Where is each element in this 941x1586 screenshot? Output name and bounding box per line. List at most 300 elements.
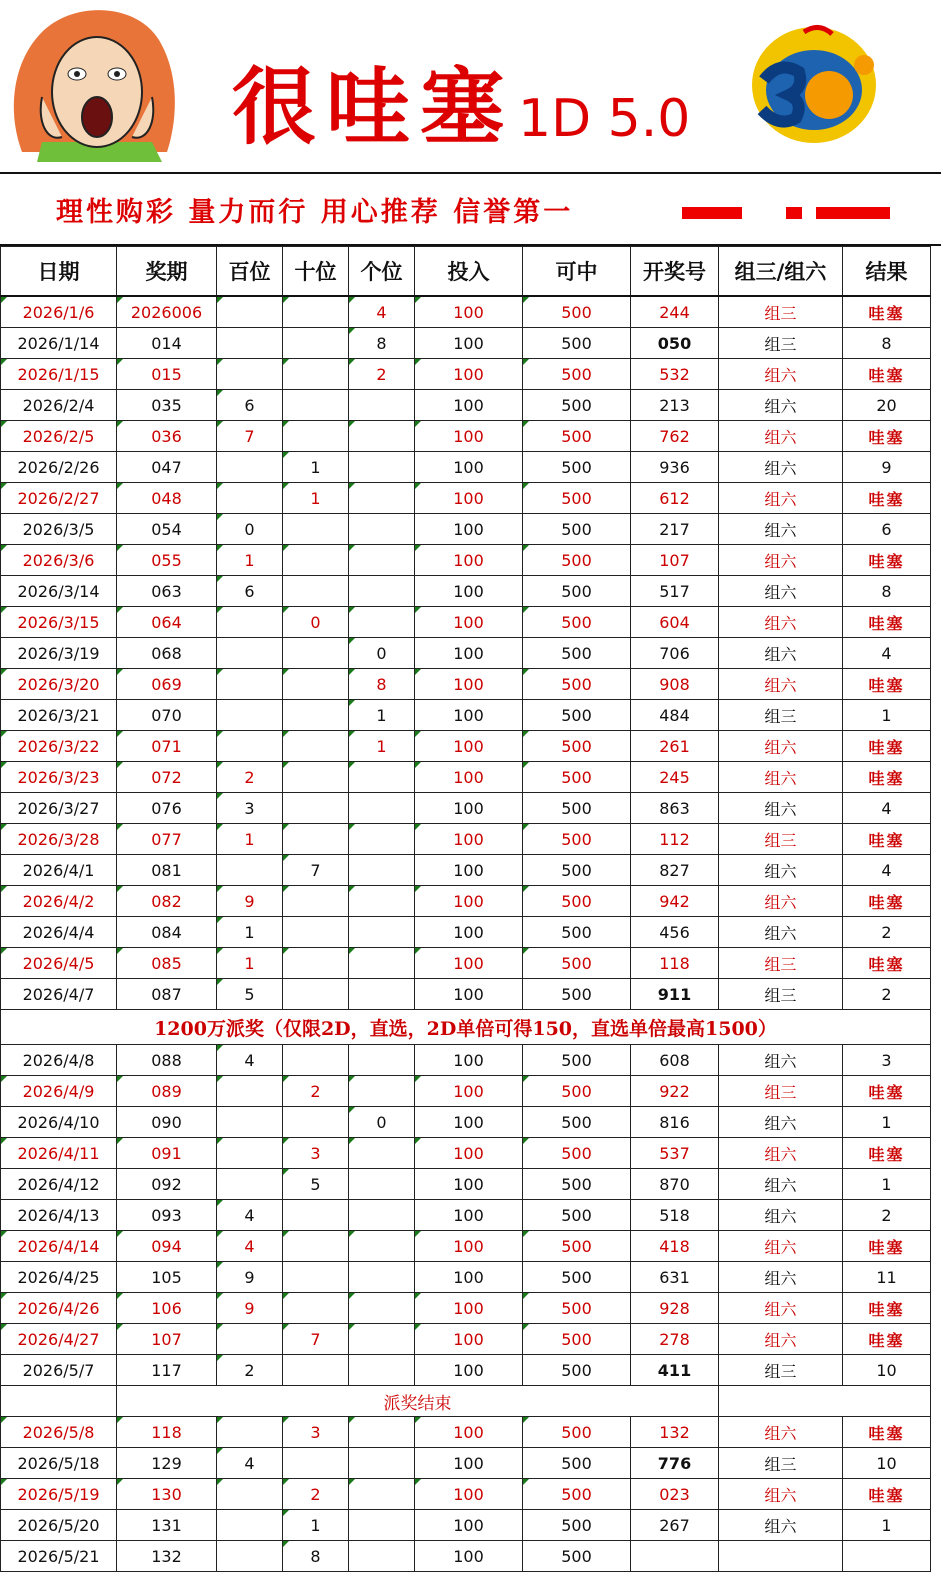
table-row xyxy=(1,1479,931,1510)
cell-kezhong: 500 xyxy=(523,607,631,638)
cell-kaijiang: 518 xyxy=(631,1200,719,1231)
cell-ge: 1 xyxy=(349,700,415,731)
cell-touru: 100 xyxy=(415,793,523,824)
cell-group: 组六 xyxy=(719,1262,843,1293)
cell-shi xyxy=(283,886,349,917)
cell-shi xyxy=(283,793,349,824)
cell-kezhong: 500 xyxy=(523,1107,631,1138)
table-row xyxy=(1,1324,931,1355)
cell-date: 2026/3/23 xyxy=(1,762,117,793)
cell-bai: 4 xyxy=(217,1045,283,1076)
cell-touru: 100 xyxy=(415,762,523,793)
cell-result: 10 xyxy=(843,1448,931,1479)
cell-group: 组六 xyxy=(719,731,843,762)
cell-shi xyxy=(283,576,349,607)
cell-ge: 0 xyxy=(349,638,415,669)
page-title xyxy=(232,40,691,156)
cell-ge xyxy=(349,1510,415,1541)
cell-touru: 100 xyxy=(415,607,523,638)
cell-bai: 9 xyxy=(217,1262,283,1293)
cell-result: 4 xyxy=(843,793,931,824)
cell-bai xyxy=(217,1076,283,1107)
cell-kezhong: 500 xyxy=(523,700,631,731)
cell-shi xyxy=(283,1293,349,1324)
cell-bai: 1 xyxy=(217,545,283,576)
cell-bai xyxy=(217,638,283,669)
table-row xyxy=(1,855,931,886)
cell-touru: 100 xyxy=(415,545,523,576)
group-header: 组三/组六 xyxy=(719,247,843,297)
cell-kaijiang: 456 xyxy=(631,917,719,948)
cell-touru: 100 xyxy=(415,1045,523,1076)
cell-date: 2026/3/28 xyxy=(1,824,117,855)
cell-result: 哇塞 xyxy=(843,1231,931,1262)
cell-date: 2026/3/19 xyxy=(1,638,117,669)
cell-touru: 100 xyxy=(415,886,523,917)
cell-shi xyxy=(283,1045,349,1076)
cell-shi xyxy=(283,700,349,731)
cell-kaijiang: 418 xyxy=(631,1231,719,1262)
cell-result: 哇塞 xyxy=(843,1324,931,1355)
cell-kaijiang: 816 xyxy=(631,1107,719,1138)
table-row xyxy=(1,1541,931,1572)
cell-touru: 100 xyxy=(415,1262,523,1293)
table-row xyxy=(1,638,931,669)
cell-bai xyxy=(217,359,283,390)
cell-issue: 036 xyxy=(117,421,217,452)
cell-bai: 4 xyxy=(217,1448,283,1479)
cell-result: 11 xyxy=(843,1262,931,1293)
cell-group: 组六 xyxy=(719,1417,843,1448)
cell-result: 哇塞 xyxy=(843,948,931,979)
cell-issue: 035 xyxy=(117,390,217,421)
cell-shi xyxy=(283,979,349,1010)
cell-bai: 6 xyxy=(217,390,283,421)
cell-shi: 1 xyxy=(283,483,349,514)
cell-issue: 015 xyxy=(117,359,217,390)
cell-date: 2026/5/8 xyxy=(1,1417,117,1448)
cell-result: 10 xyxy=(843,1355,931,1386)
table-row xyxy=(1,1355,931,1386)
cell-date: 2026/4/9 xyxy=(1,1076,117,1107)
cell-group: 组六 xyxy=(719,1293,843,1324)
cell-ge: 8 xyxy=(349,328,415,359)
result-header: 结果 xyxy=(843,247,931,297)
cell-group: 组三 xyxy=(719,328,843,359)
cell-kaijiang: 537 xyxy=(631,1138,719,1169)
cell-touru: 100 xyxy=(415,1200,523,1231)
cell-group: 组六 xyxy=(719,762,843,793)
cell-touru: 100 xyxy=(415,576,523,607)
table-row xyxy=(1,1417,931,1448)
cell-kezhong: 500 xyxy=(523,1510,631,1541)
cell-date: 2026/4/14 xyxy=(1,1231,117,1262)
cell-kaijiang: 278 xyxy=(631,1324,719,1355)
cell-issue: 087 xyxy=(117,979,217,1010)
cell-kezhong: 500 xyxy=(523,1138,631,1169)
cell-group: 组三 xyxy=(719,824,843,855)
cell-bai xyxy=(217,1510,283,1541)
table-row xyxy=(1,328,931,359)
cell-bai xyxy=(217,607,283,638)
cell-shi xyxy=(283,1200,349,1231)
cell-bai: 7 xyxy=(217,421,283,452)
cell-kezhong: 500 xyxy=(523,421,631,452)
cell-result: 1 xyxy=(843,1107,931,1138)
cell-touru: 100 xyxy=(415,1293,523,1324)
cell-date: 2026/4/7 xyxy=(1,979,117,1010)
cell-issue: 090 xyxy=(117,1107,217,1138)
table-row xyxy=(1,793,931,824)
cell-ge xyxy=(349,793,415,824)
cell-date: 2026/1/14 xyxy=(1,328,117,359)
cell-bai xyxy=(217,1417,283,1448)
cell-result: 8 xyxy=(843,328,931,359)
cell-ge xyxy=(349,1231,415,1262)
cell-kaijiang: 050 xyxy=(631,328,719,359)
cell-issue: 117 xyxy=(117,1355,217,1386)
cell-group: 组六 xyxy=(719,1107,843,1138)
red-bar-2 xyxy=(786,207,802,219)
cell-touru: 100 xyxy=(415,1510,523,1541)
cell-kaijiang: 411 xyxy=(631,1355,719,1386)
cell-issue: 082 xyxy=(117,886,217,917)
cell-touru: 100 xyxy=(415,390,523,421)
cell-kezhong: 500 xyxy=(523,1169,631,1200)
table-row xyxy=(1,607,931,638)
cell-ge xyxy=(349,1541,415,1572)
cell-group: 组六 xyxy=(719,576,843,607)
cell-date: 2026/3/6 xyxy=(1,545,117,576)
cell-ge xyxy=(349,1262,415,1293)
cell-bai: 1 xyxy=(217,948,283,979)
cell-result: 哇塞 xyxy=(843,421,931,452)
table-row xyxy=(1,700,931,731)
cell-result: 8 xyxy=(843,576,931,607)
cell-kaijiang: 612 xyxy=(631,483,719,514)
cell-touru: 100 xyxy=(415,917,523,948)
table-row xyxy=(1,359,931,390)
cell-touru: 100 xyxy=(415,483,523,514)
cell-touru: 100 xyxy=(415,638,523,669)
cell-kezhong: 500 xyxy=(523,1448,631,1479)
table-row xyxy=(1,1262,931,1293)
cell-issue: 048 xyxy=(117,483,217,514)
cell-shi xyxy=(283,917,349,948)
cell-touru: 100 xyxy=(415,979,523,1010)
cell-issue: 076 xyxy=(117,793,217,824)
table-row xyxy=(1,762,931,793)
shi-header: 十位 xyxy=(283,247,349,297)
cell-touru: 100 xyxy=(415,1107,523,1138)
table-row xyxy=(1,1510,931,1541)
cell-ge xyxy=(349,607,415,638)
cell-kezhong: 500 xyxy=(523,1355,631,1386)
cell-touru: 100 xyxy=(415,669,523,700)
cell-result: 20 xyxy=(843,390,931,421)
cell-kaijiang: 928 xyxy=(631,1293,719,1324)
table-row xyxy=(1,483,931,514)
cell-group: 组六 xyxy=(719,483,843,514)
cell-kezhong: 500 xyxy=(523,669,631,700)
kaijiang-header: 开奖号 xyxy=(631,247,719,297)
cell-ge xyxy=(349,1045,415,1076)
red-bar-3 xyxy=(816,207,890,219)
cell-bai: 5 xyxy=(217,979,283,1010)
cell-kezhong: 500 xyxy=(523,886,631,917)
cell-date: 2026/5/21 xyxy=(1,1541,117,1572)
cell-touru: 100 xyxy=(415,1479,523,1510)
cell-date: 2026/2/27 xyxy=(1,483,117,514)
cell-shi: 0 xyxy=(283,607,349,638)
cell-touru: 100 xyxy=(415,1138,523,1169)
cell-kezhong: 500 xyxy=(523,296,631,328)
table-row xyxy=(1,917,931,948)
cell-kaijiang: 776 xyxy=(631,1448,719,1479)
cell-issue: 089 xyxy=(117,1076,217,1107)
cell-result: 2 xyxy=(843,1200,931,1231)
cell-shi xyxy=(283,1448,349,1479)
cell-kezhong: 500 xyxy=(523,545,631,576)
cell-bai xyxy=(217,1324,283,1355)
cell-ge xyxy=(349,979,415,1010)
cell-kezhong: 500 xyxy=(523,576,631,607)
cell-bai: 1 xyxy=(217,824,283,855)
cell-ge xyxy=(349,824,415,855)
slogan-text: 理性购彩 量力而行 用心推荐 信誉第一 xyxy=(56,197,574,228)
cell-kaijiang: 908 xyxy=(631,669,719,700)
cell-kaijiang: 118 xyxy=(631,948,719,979)
cell-date: 2026/4/11 xyxy=(1,1138,117,1169)
cell-touru: 100 xyxy=(415,948,523,979)
cell-date: 2026/4/10 xyxy=(1,1107,117,1138)
cell-touru: 100 xyxy=(415,296,523,328)
cell-group: 组三 xyxy=(719,1355,843,1386)
cell-ge xyxy=(349,762,415,793)
cell-bai: 1 xyxy=(217,917,283,948)
cell-result: 哇塞 xyxy=(843,824,931,855)
cell-touru: 100 xyxy=(415,328,523,359)
cell-kezhong: 500 xyxy=(523,1324,631,1355)
cell-result: 哇塞 xyxy=(843,886,931,917)
cell-shi xyxy=(283,669,349,700)
cell-group: 组六 xyxy=(719,1138,843,1169)
cell-issue: 2026006 xyxy=(117,296,217,328)
cell-touru: 100 xyxy=(415,514,523,545)
cell-kezhong: 500 xyxy=(523,514,631,545)
cell-issue: 131 xyxy=(117,1510,217,1541)
cell-result: 6 xyxy=(843,514,931,545)
cell-result: 4 xyxy=(843,638,931,669)
cell-issue: 105 xyxy=(117,1262,217,1293)
cell-date: 2026/3/20 xyxy=(1,669,117,700)
cell-result xyxy=(843,1541,931,1572)
cell-result: 1 xyxy=(843,1169,931,1200)
cell-kezhong: 500 xyxy=(523,1076,631,1107)
cell-ge: 2 xyxy=(349,359,415,390)
promo-ended-label: 派奖结束 xyxy=(117,1386,719,1417)
cell-group: 组六 xyxy=(719,1510,843,1541)
cell-kaijiang: 023 xyxy=(631,1479,719,1510)
cell-group: 组三 xyxy=(719,979,843,1010)
cell-kaijiang: 112 xyxy=(631,824,719,855)
cell-kaijiang: 267 xyxy=(631,1510,719,1541)
cell-kaijiang: 517 xyxy=(631,576,719,607)
cell-kaijiang: 863 xyxy=(631,793,719,824)
cell-date: 2026/5/18 xyxy=(1,1448,117,1479)
cell-issue: 068 xyxy=(117,638,217,669)
cell-ge xyxy=(349,545,415,576)
cell-ge xyxy=(349,1138,415,1169)
cell-kezhong: 500 xyxy=(523,452,631,483)
cell-shi: 3 xyxy=(283,1417,349,1448)
cell-issue: 077 xyxy=(117,824,217,855)
cell-issue: 091 xyxy=(117,1138,217,1169)
cell-shi xyxy=(283,1355,349,1386)
cell-date: 2026/2/5 xyxy=(1,421,117,452)
cell-result: 哇塞 xyxy=(843,1479,931,1510)
cell-group: 组六 xyxy=(719,545,843,576)
cell-result: 2 xyxy=(843,979,931,1010)
cell-result: 哇塞 xyxy=(843,607,931,638)
cell-group: 组六 xyxy=(719,886,843,917)
cell-bai xyxy=(217,700,283,731)
cell-group: 组六 xyxy=(719,1324,843,1355)
cell-group: 组三 xyxy=(719,1448,843,1479)
cell-bai: 4 xyxy=(217,1231,283,1262)
cell-date: 2026/5/7 xyxy=(1,1355,117,1386)
cell-kezhong: 500 xyxy=(523,855,631,886)
ended-spacer-right xyxy=(719,1386,931,1417)
cell-touru: 100 xyxy=(415,1541,523,1572)
cell-kaijiang: 870 xyxy=(631,1169,719,1200)
cell-kezhong: 500 xyxy=(523,1231,631,1262)
cell-date: 2026/4/1 xyxy=(1,855,117,886)
cell-issue: 054 xyxy=(117,514,217,545)
cell-ge xyxy=(349,1293,415,1324)
cell-bai: 9 xyxy=(217,1293,283,1324)
cell-shi xyxy=(283,328,349,359)
cell-kezhong: 500 xyxy=(523,762,631,793)
table-row xyxy=(1,296,931,328)
cell-group: 组六 xyxy=(719,514,843,545)
cell-ge xyxy=(349,483,415,514)
cell-touru: 100 xyxy=(415,1355,523,1386)
table-row xyxy=(1,669,931,700)
table-row xyxy=(1,886,931,917)
cell-shi xyxy=(283,514,349,545)
cell-result: 4 xyxy=(843,855,931,886)
cell-touru: 100 xyxy=(415,1324,523,1355)
table-row xyxy=(1,979,931,1010)
cell-issue: 084 xyxy=(117,917,217,948)
cell-shi: 2 xyxy=(283,1076,349,1107)
cell-shi xyxy=(283,1107,349,1138)
issue-header: 奖期 xyxy=(117,247,217,297)
cell-date: 2026/3/5 xyxy=(1,514,117,545)
cell-date: 2026/5/19 xyxy=(1,1479,117,1510)
cell-issue: 094 xyxy=(117,1231,217,1262)
cell-issue: 093 xyxy=(117,1200,217,1231)
cell-bai xyxy=(217,328,283,359)
cell-issue: 071 xyxy=(117,731,217,762)
cell-bai xyxy=(217,855,283,886)
cell-kaijiang: 706 xyxy=(631,638,719,669)
cell-touru: 100 xyxy=(415,452,523,483)
cell-ge xyxy=(349,514,415,545)
cell-group: 组三 xyxy=(719,1076,843,1107)
cell-date: 2026/4/12 xyxy=(1,1169,117,1200)
ended-spacer xyxy=(1,1386,117,1417)
cell-shi: 8 xyxy=(283,1541,349,1572)
cell-kaijiang: 911 xyxy=(631,979,719,1010)
cell-ge xyxy=(349,390,415,421)
date-header: 日期 xyxy=(1,247,117,297)
cell-bai xyxy=(217,452,283,483)
cell-result: 哇塞 xyxy=(843,359,931,390)
cell-group: 组六 xyxy=(719,1169,843,1200)
cell-kezhong: 500 xyxy=(523,917,631,948)
cell-ge: 1 xyxy=(349,731,415,762)
cell-result: 1 xyxy=(843,700,931,731)
cell-bai: 9 xyxy=(217,886,283,917)
cell-group: 组三 xyxy=(719,700,843,731)
cell-kaijiang: 245 xyxy=(631,762,719,793)
cell-shi xyxy=(283,1231,349,1262)
cell-ge xyxy=(349,1355,415,1386)
cell-touru: 100 xyxy=(415,1417,523,1448)
cell-touru: 100 xyxy=(415,855,523,886)
cell-date: 2026/1/15 xyxy=(1,359,117,390)
red-bar-1 xyxy=(682,207,742,219)
cell-bai xyxy=(217,1107,283,1138)
screaming-face-image xyxy=(2,2,186,170)
cell-kaijiang: 532 xyxy=(631,359,719,390)
table-row xyxy=(1,1200,931,1231)
cell-ge xyxy=(349,1200,415,1231)
cell-result: 哇塞 xyxy=(843,296,931,328)
cell-group xyxy=(719,1541,843,1572)
cell-issue: 106 xyxy=(117,1293,217,1324)
cell-touru: 100 xyxy=(415,700,523,731)
table-row xyxy=(1,1169,931,1200)
table-header-row xyxy=(1,247,931,297)
cell-issue: 088 xyxy=(117,1045,217,1076)
cell-ge xyxy=(349,948,415,979)
cell-bai xyxy=(217,1541,283,1572)
cell-kezhong: 500 xyxy=(523,1293,631,1324)
cell-shi: 1 xyxy=(283,452,349,483)
cell-issue: 063 xyxy=(117,576,217,607)
cell-kaijiang: 936 xyxy=(631,452,719,483)
promo-notice: 1200万派奖（仅限2D，直选，2D单倍可得150，直选单倍最高1500） xyxy=(1,1010,931,1045)
cell-shi xyxy=(283,390,349,421)
table-row xyxy=(1,1076,931,1107)
cell-shi: 1 xyxy=(283,1510,349,1541)
cell-touru: 100 xyxy=(415,824,523,855)
cell-issue: 092 xyxy=(117,1169,217,1200)
cell-kezhong: 500 xyxy=(523,390,631,421)
cell-kaijiang: 107 xyxy=(631,545,719,576)
cell-date: 2026/4/4 xyxy=(1,917,117,948)
cell-kezhong: 500 xyxy=(523,638,631,669)
prediction-table xyxy=(0,246,931,1572)
cell-issue: 072 xyxy=(117,762,217,793)
cell-bai: 0 xyxy=(217,514,283,545)
cell-ge xyxy=(349,917,415,948)
cell-shi xyxy=(283,948,349,979)
cell-issue: 130 xyxy=(117,1479,217,1510)
